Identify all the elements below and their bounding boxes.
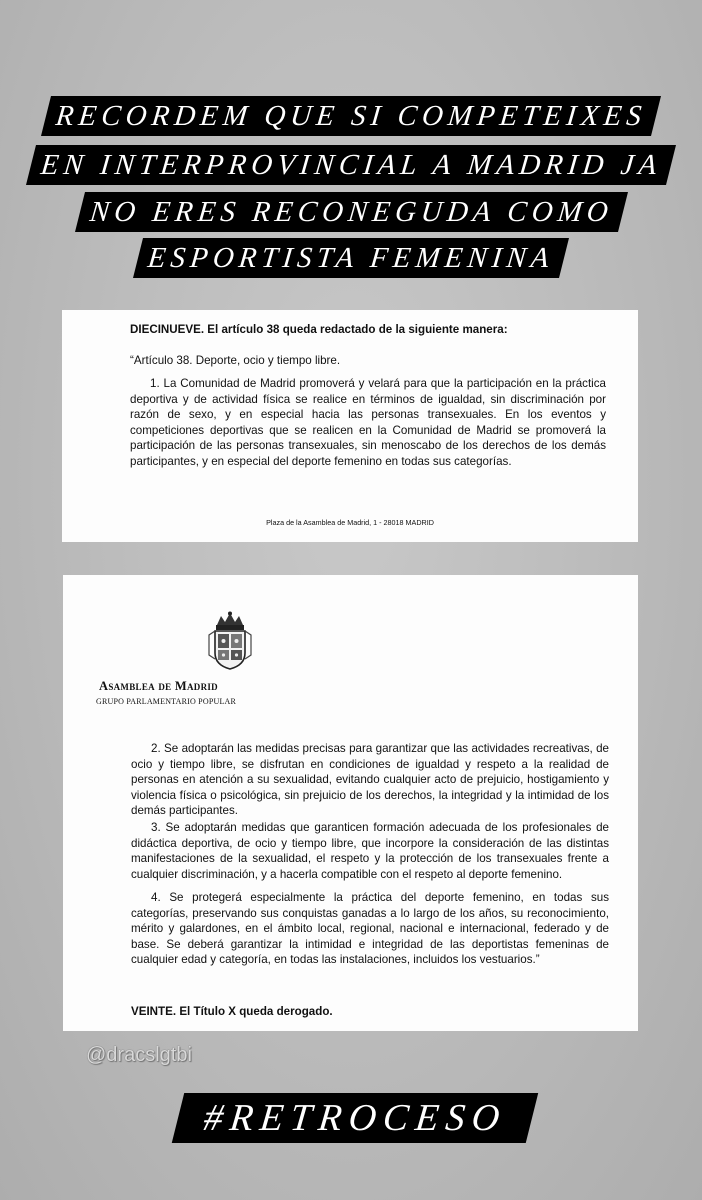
headline [0, 192, 702, 232]
doc2-closing: VEINTE. El Título X queda derogado. [131, 1005, 333, 1018]
parliamentary-group: GRUPO PARLAMENTARIO POPULAR [96, 697, 237, 706]
doc1-heading: DIECINUEVE. El artículo 38 queda redactado de la siguiente manera: [130, 323, 508, 336]
doc2-paragraph-3: 3. Se adoptarán medidas que garanticen formación adecuada de los profesionales de didáctica deportiva, de ocio y tiempo libre, que incorpore la consideración de las distintas manifestaciones de la sexualidad, el respeto y la protección de los transexuales frente a cualquier discriminación, y a hacerla compatible con el respeto al deporte femenino. [131, 821, 609, 881]
headline [0, 238, 702, 278]
doc1-article-title: “Artículo 38. Deporte, ocio y tiempo libre. [130, 354, 341, 367]
coat-of-arms-icon [203, 611, 257, 671]
hashtag-text: #RETROCESO [201, 1097, 509, 1139]
document-page-2 [63, 575, 638, 1031]
doc2-paragraph-4: 4. Se protegerá especialmente la práctica del deporte femenino, en todas sus categorías, preservando sus conquistas ganadas a lo largo de los años, su reconocimiento, mérito y galardones, en el ámbito local, regional, nacional e internacional, federado y de base. Se deberá garantizar la intimidad e integridad de las deportistas femeninas de cualquier edad y categoría, en todas las instalaciones, incluidos los vestuarios.” [131, 891, 609, 967]
headline [0, 145, 702, 185]
headline-line-3: NO ERES RECONEGUDA COMO [75, 192, 628, 232]
doc1-paragraph-1: 1. La Comunidad de Madrid promoverá y velará para que la participación en la práctica deportiva y de actividad física se realice en términos de igualdad, sin discriminación por razón de sexo, y en especial hacia las personas transexuales. En los eventos y competiciones deportivas que se realicen en la Comunidad de Madrid se promoverá la participación de las personas transexuales, sin menoscabo de los derechos de los demás participantes, y en especial del deporte femenino en todas sus categorías. [130, 377, 606, 468]
headline-line-4: ESPORTISTA FEMENINA [133, 238, 569, 278]
document-page-1 [62, 310, 638, 542]
headline-line-1: RECORDEM QUE SI COMPETEIXES [41, 96, 661, 136]
institution-name: Asamblea de Madrid [99, 679, 218, 693]
username-watermark: @dracslgtbi [86, 1044, 192, 1066]
headline [0, 96, 702, 136]
headline-line-2: EN INTERPROVINCIAL A MADRID JA [26, 145, 676, 185]
doc1-footer: Plaza de la Asamblea de Madrid, 1 - 28018 MADRID [266, 518, 434, 527]
hashtag-banner [172, 1093, 538, 1143]
doc2-paragraph-2: 2. Se adoptarán las medidas precisas para garantizar que las actividades recreativas, de ocio y tiempo libre, se disfrutan en condiciones de igualdad y respeto a la realidad de personas en atención a su sexualidad, evitando cualquier acto de prejuicio, hostigamiento y violencia física o psicológica, sin prejuicio de los derechos, la integridad y la intimidad de los demás participantes. [131, 742, 609, 818]
